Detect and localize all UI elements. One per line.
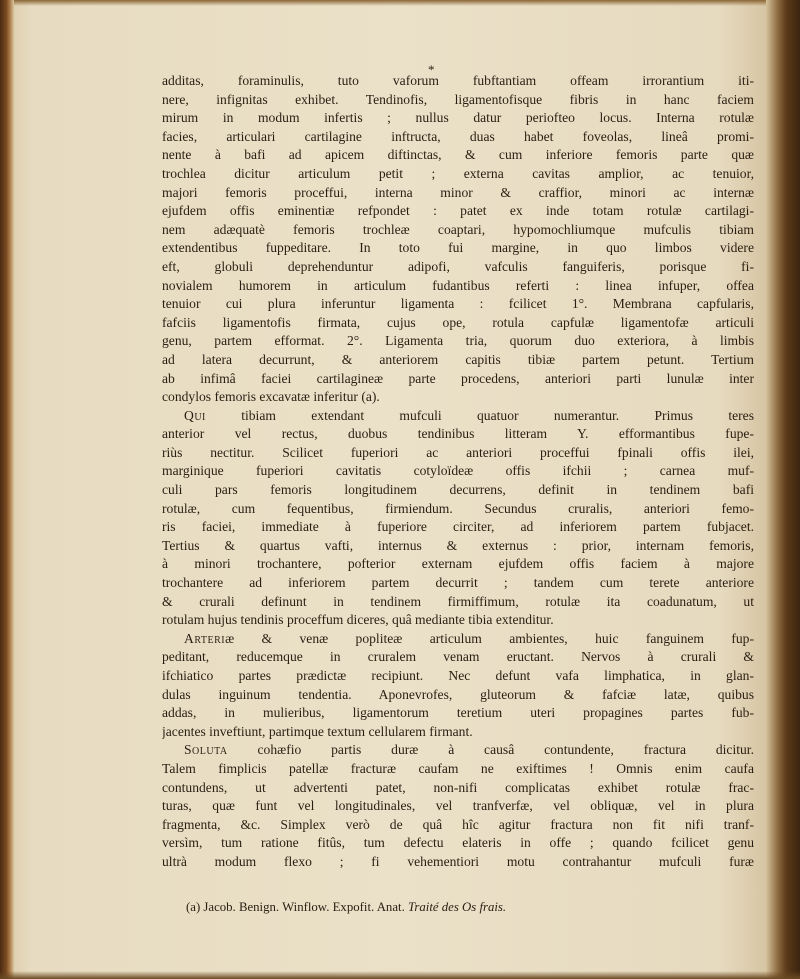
text-line: facies, articulari cartilagine inftructa, duas habet foveolas, lineâ promi- — [162, 128, 754, 144]
binding-left-edge — [0, 0, 14, 979]
text-line: fragmenta, &c. Simplex verò de quâ hîc agitur fractura non fit nifi tranf- — [162, 816, 754, 832]
text-line: Soluta cohæfio partis duræ à causâ contundente, fractura dicitur. — [184, 742, 754, 758]
text-line: Qui tibiam extendant mufculi quatuor numerantur. Primus teres — [184, 407, 754, 423]
text-line: eft, globuli deprehenduntur adipofi, vafculis fanguiferis, porisque fi- — [162, 258, 754, 274]
text-line: nente à bafi ad apicem diftinctas, & cum inferiore femoris parte quæ — [162, 147, 754, 163]
footnote-marker: (a) — [186, 900, 201, 914]
text-line: à minori trochantere, pofterior externam ejufdem offis faciem à majore — [162, 556, 754, 572]
text-line: ifchiatico partes prædictæ recipiunt. Nec defunt vafa limphatica, in glan- — [162, 668, 754, 683]
text-line: fafciis ligamentofis firmata, cujus ope, rotula capfulæ ligamentofæ articuli — [162, 314, 754, 330]
text-line: jacentes inveftiunt, partimque textum cellularem firmant. — [162, 723, 473, 739]
page-mark: * — [428, 62, 435, 77]
text-line: tenuior cui plura inferuntur ligamenta : fcilicet 1°. Membrana capfularis, — [162, 296, 754, 312]
text-line: genu, partem efformat. 2°. Ligamenta tria, quorum duo exteriora, à limbis — [162, 333, 754, 349]
footnote-italic-title: Traité des Os frais. — [407, 900, 507, 914]
text-line: ejufdem offis eminentiæ refpondet : patet ex inde totam rotulæ cartilagi- — [162, 203, 754, 219]
text-line: rotulam hujus tendinis proceffum diceres, quâ mediante tibia extenditur. — [162, 612, 554, 628]
binding-right-edge — [766, 0, 800, 979]
text-line: Talem fimplicis patellæ fracturæ caufam ne exiftimes ! Omnis enim caufa — [162, 760, 754, 776]
text-line: rotulæ, cum fequentibus, firmiendum. Secundus cruralis, anteriori femo- — [162, 500, 754, 516]
text-line: ab infimâ faciei cartilagineæ parte procedens, anteriori parti lunulæ inter — [162, 370, 754, 386]
text-line: mirum in modum infertis ; nullus datur periofteo locus. Interna rotulæ — [162, 110, 754, 126]
text-line: extendentibus fuppeditare. In toto fui margine, in quo limbos videre — [162, 240, 754, 256]
text-line: novialem humorem in articulum fudantibus referti : linea infuper, offea — [162, 277, 754, 293]
text-line: addas, in mulieribus, ligamentorum teretium uteri propagines partes fub- — [162, 705, 754, 721]
text-line: marginique fuperiori cavitatis cotyloïdeæ offis ifchii ; carnea muf- — [162, 463, 754, 479]
text-line: & crurali definunt in tendinem firmiffimum, rotulæ ita coadunatum, ut — [162, 593, 754, 609]
text-line: culi pars femoris longitudinem decurrens, definit in tendinem bafi — [162, 482, 754, 498]
text-line: ad latera decurrunt, & anteriorem capitis tibiæ partem petunt. Tertium — [162, 351, 754, 367]
text-line: riùs nectitur. Scilicet fuperiori ac anteriori proceffui fpinali offis ilei, — [162, 444, 754, 460]
text-line: Tertius & quartus vafti, internus & externus : prior, internam femoris, — [162, 537, 754, 553]
footnote — [186, 900, 746, 915]
text-line: ris faciei, immediate à fuperiore circiter, ad inferiorem partem fubjacet. — [162, 519, 754, 535]
text-line: ultrà modum flexo ; fi vehementiori motu contrahantur mufculi furæ — [162, 853, 754, 869]
text-line: Arteriæ & venæ popliteæ articulum ambientes, huic fanguinem fup- — [184, 630, 754, 646]
text-line: trochlea dicitur articulum petit ; externa cavitas amplior, ac tenuior, — [162, 165, 754, 181]
text-line: dulas inguinum tendentia. Aponevrofes, gluteorum & fafciæ latæ, quibus — [162, 686, 754, 702]
text-line: trochantere ad inferiorem partem decurrit ; tandem cum terete anteriore — [162, 575, 754, 591]
footnote-text: Jacob. Benign. Winflow. Expofit. Anat. — [203, 900, 405, 914]
text-line: additas, foraminulis, tuto vaforum fubftantiam offeam irrorantium iti- — [162, 73, 754, 88]
text-line: majori femoris proceffui, interna minor & craffior, minori ac internæ — [162, 184, 754, 200]
text-line: nem adæquatè femoris trochleæ coaptari, hypomochliumque mufculis tibiam — [162, 221, 754, 237]
page-bottom-edge — [0, 971, 800, 979]
text-line: nere, infignitas exhibet. Tendinofis, ligamentofisque fibris in hanc faciem — [162, 91, 754, 107]
text-line: condylos femoris excavatæ inferitur (a). — [162, 389, 380, 405]
page-top-edge — [0, 0, 800, 6]
text-line: turas, quæ funt vel longitudinales, vel tranfverfæ, vel obliquæ, vel in plura — [162, 798, 754, 814]
text-line: contundens, ut advertenti patet, non-nifi complicatas exhibet rotulæ frac- — [162, 779, 754, 795]
text-line: anterior vel rectus, duobus tendinibus litteram Y. efformantibus fupe- — [162, 426, 754, 442]
body-text — [162, 72, 754, 872]
text-line: versìm, tum ratione fitûs, tum defectu elateris in offe ; quando fcilicet genu — [162, 835, 754, 851]
text-line: peditant, reducemque in cruralem venam eructant. Nervos à crurali & — [162, 649, 754, 665]
